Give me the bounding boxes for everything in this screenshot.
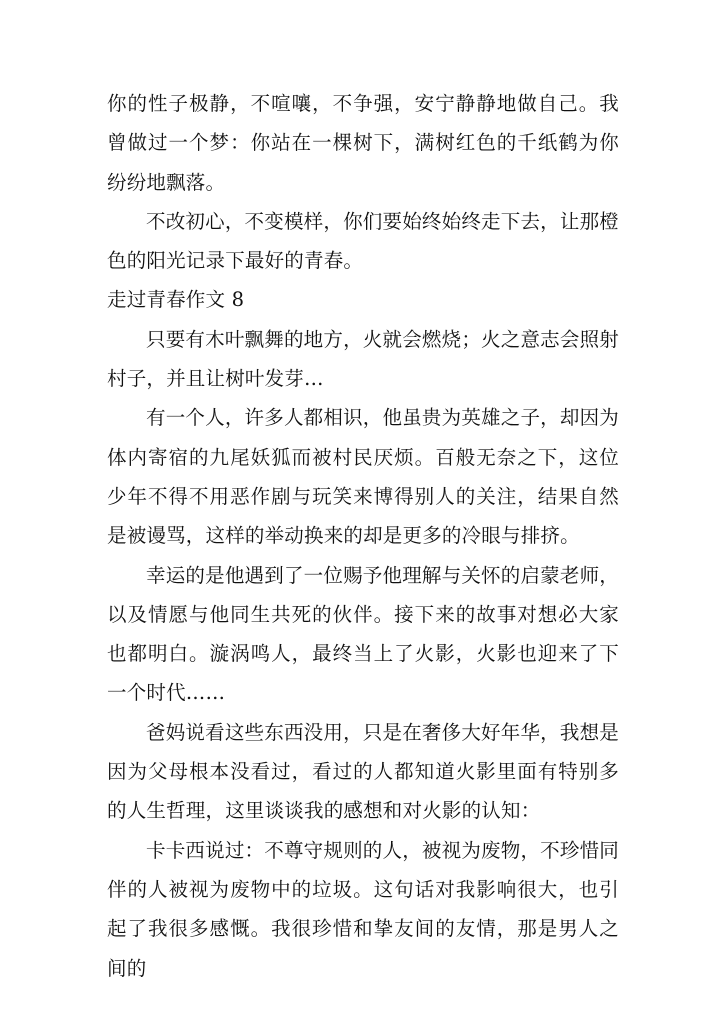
paragraph-4: 有一个人，许多人都相识，他虽贵为英雄之子，却因为体内寄宿的九尾妖狐而被村民厌烦。百般无奈之下，这位少年不得不用恶作剧与玩笑来博得别人的关注，结果自然是被谩骂，这样的举动换来的却是更多的冷眼与排挤。 bbox=[107, 406, 619, 548]
paragraph-3: 只要有木叶飘舞的地方，火就会燃烧；火之意志会照射村子，并且让树叶发芽… bbox=[107, 327, 619, 391]
paragraph-6: 爸妈说看这些东西没用，只是在奢侈大好年华，我想是因为父母根本没看过，看过的人都知道火影里面有特别多的人生哲理，这里谈谈我的感想和对火影的认知： bbox=[107, 720, 619, 823]
paragraph-2: 不改初心，不变模样，你们要始终始终走下去，让那橙色的阳光记录下最好的青春。 bbox=[107, 209, 619, 273]
paragraph-7: 卡卡西说过：不尊守规则的人，被视为废物，不珍惜同伴的人被视为废物中的垃圾。这句话对我影响很大，也引起了我很多感慨。我很珍惜和挚友间的友情，那是男人之间的 bbox=[107, 838, 619, 980]
essay-body bbox=[107, 84, 619, 988]
essay-title: 走过青春作文 8 bbox=[107, 288, 245, 312]
paragraph-5: 幸运的是他遇到了一位赐予他理解与关怀的启蒙老师，以及情愿与他同生共死的伙伴。接下来的故事对想必大家也都明白。漩涡鸣人，最终当上了火影，火影也迎来了下一个时代…… bbox=[107, 563, 619, 705]
paragraph-1: 你的性子极静，不喧嚷，不争强，安宁静静地做自己。我曾做过一个梦：你站在一棵树下，满树红色的千纸鹤为你纷纷地飘落。 bbox=[107, 92, 619, 194]
